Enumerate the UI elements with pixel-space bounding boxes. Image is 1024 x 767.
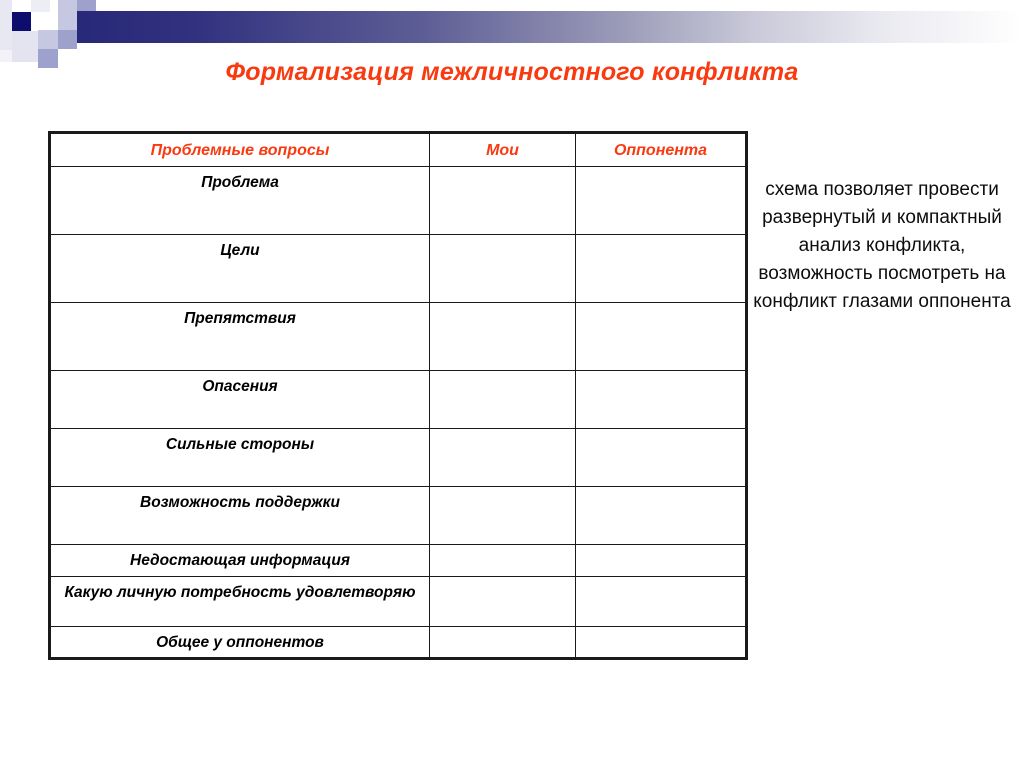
my-answer-cell[interactable]	[430, 487, 576, 545]
table-row	[50, 371, 747, 429]
banner-square	[58, 0, 77, 11]
row-label-cell: Опасения	[50, 371, 430, 429]
table-row	[50, 487, 747, 545]
opponent-answer-cell[interactable]	[576, 303, 747, 371]
page-title: Формализация межличностного конфликта	[225, 58, 799, 86]
opponent-answer-cell[interactable]	[576, 545, 747, 577]
opponent-answer-cell[interactable]	[576, 429, 747, 487]
my-answer-cell[interactable]	[430, 545, 576, 577]
conflict-matrix-table	[48, 131, 748, 660]
opponent-answer-cell[interactable]	[576, 371, 747, 429]
row-label-cell: Проблема	[50, 167, 430, 235]
opponent-answer-cell[interactable]	[576, 167, 747, 235]
banner-square	[77, 0, 96, 11]
banner-gradient-bar	[58, 11, 1024, 43]
row-label-cell: Недостающая информация	[50, 545, 430, 577]
table-row	[50, 627, 747, 659]
side-note-text: схема позволяет провести развернутый и компактный анализ конфликта, возможность посмотреть на конфликт глазами оппонента	[753, 179, 1011, 312]
table-row	[50, 303, 747, 371]
row-label-cell: Общее у оппонентов	[50, 627, 430, 659]
opponent-answer-cell[interactable]	[576, 235, 747, 303]
banner-square	[31, 0, 50, 12]
banner-square	[58, 11, 77, 30]
table-header-row	[50, 133, 747, 167]
opponent-answer-cell[interactable]	[576, 627, 747, 659]
my-answer-cell[interactable]	[430, 371, 576, 429]
table-row	[50, 429, 747, 487]
column-header-mine: Мои	[430, 133, 576, 167]
table-row	[50, 235, 747, 303]
table-row	[50, 577, 747, 627]
my-answer-cell[interactable]	[430, 429, 576, 487]
row-label-cell: Сильные стороны	[50, 429, 430, 487]
row-label-cell: Цели	[50, 235, 430, 303]
column-header-questions: Проблемные вопросы	[50, 133, 430, 167]
my-answer-cell[interactable]	[430, 627, 576, 659]
my-answer-cell[interactable]	[430, 235, 576, 303]
row-label-cell: Препятствия	[50, 303, 430, 371]
my-answer-cell[interactable]	[430, 303, 576, 371]
banner-square	[58, 30, 77, 49]
conflict-matrix-container	[48, 131, 718, 660]
my-answer-cell[interactable]	[430, 577, 576, 627]
table-row	[50, 545, 747, 577]
row-label-cell: Возможность поддержки	[50, 487, 430, 545]
banner-square	[38, 30, 58, 49]
banner-square	[0, 0, 12, 50]
opponent-answer-cell[interactable]	[576, 487, 747, 545]
table-row	[50, 167, 747, 235]
banner-square	[12, 12, 31, 31]
column-header-opponent: Оппонента	[576, 133, 747, 167]
opponent-answer-cell[interactable]	[576, 577, 747, 627]
row-label-cell: Какую личную потребность удовлетворяю	[50, 577, 430, 627]
my-answer-cell[interactable]	[430, 167, 576, 235]
